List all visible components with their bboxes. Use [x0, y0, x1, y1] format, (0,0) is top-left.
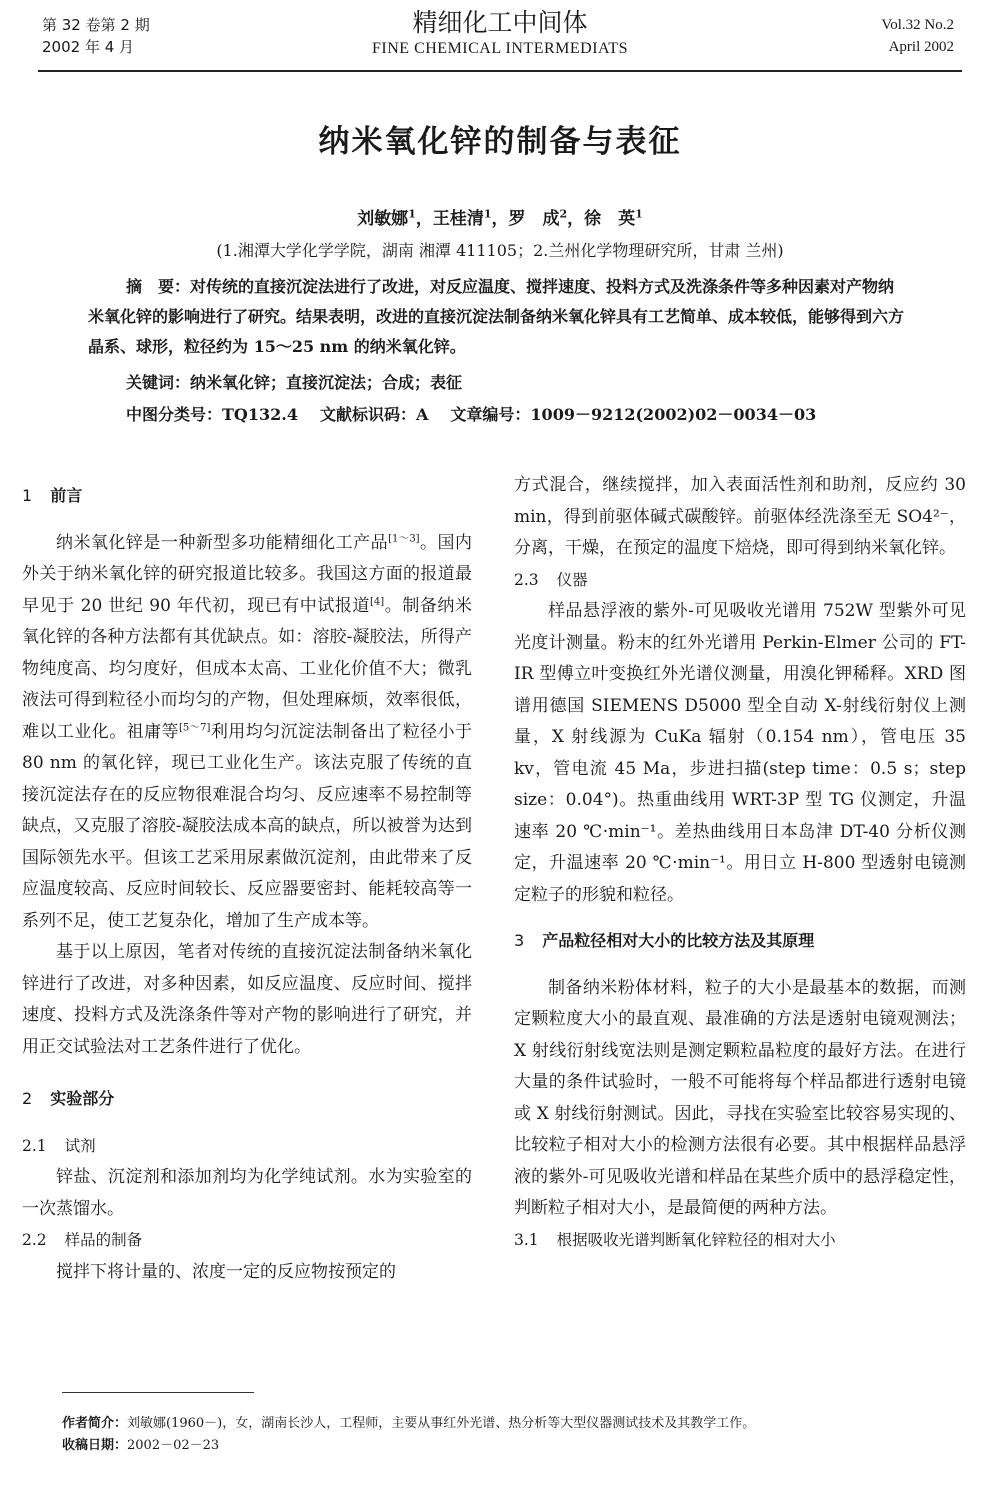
subsection-heading: 2.2 样品的制备 — [22, 1231, 143, 1249]
right-column — [514, 470, 966, 1256]
author-name: 罗 成 — [508, 209, 560, 229]
paragraph: 样品悬浮液的紫外-可见吸收光谱用 752W 型紫外可见光度计测量。粉末的红外光谱用 Perkin-Elmer 公司的 FT-IR 型傅立叶变换红外光谱仪测量，用溴化钾稀释。XRD 图谱用德国 SIEMENS D5000 型全自动 X-射线衍射仪上测量，X 射线源为 CuKa 辐射（0.154 nm），管电压 35 kv，管电流 45 Ma，步进扫描(step time：0.5 s；step size：0.04°)。热重曲线用 WRT-3P 型 TG 仪测定，升温速率 20 ℃·min⁻¹。差热曲线用日本岛津 DT-40 分析仪测定，升温速率 20 ℃·min⁻¹。用日立 H-800 型透射电镜测定粒子的形貌和粒径。 — [514, 601, 966, 905]
paragraph: 纳米氧化锌是一种新型多功能精细化工产品[1～3]。国内外关于纳米氧化锌的研究报道比较多。我国这方面的报道最早见于 20 世纪 90 年代初，现已有中试报道[4]。制备纳米氧化锌的各种方法都有其优缺点。如：溶胶-凝胶法，所得产物纯度高、均匀度好，但成本太高、工业化价值不大；微乳液法可得到粒径小而均匀的产物，但处理麻烦，效率很低，难以工业化。祖庸等[5～7]利用均匀沉淀法制备出了粒径小于 80 nm 的氧化锌，现已工业化生产。该法克服了传统的直接沉淀法存在的反应物很难混合均匀、反应速率不易控制等缺点，又克服了溶胶-凝胶法成本高的缺点，所以被誉为达到国际领先水平。但该工艺采用尿素做沉淀剂，由此带来了反应温度较高、反应时间较长、反应器要密封、能耗较高等一系列不足，使工艺复杂化，增加了生产成本等。 — [22, 532, 473, 931]
article-id-label: 文章编号： — [450, 405, 531, 424]
journal-header — [0, 8, 1000, 60]
section-heading: 2 实验部分 — [22, 1089, 115, 1108]
paragraph: 基于以上原因，笔者对传统的直接沉淀法制备纳米氧化锌进行了改进，对多种因素，如反应温度、反应时间、搅拌速度、投料方式及洗涤条件等对产物的影响进行了研究，并用正交试验法对工艺条件进行了优化。 — [22, 942, 472, 1057]
author-list: 刘敏娜$^1$，王桂清$^1$，罗 成$^2$，徐 英$^1$ — [357, 207, 643, 229]
citation: [4] — [370, 595, 385, 607]
footnote — [62, 1413, 755, 1457]
abstract — [88, 272, 910, 362]
subsection-heading: 2.3 仪器 — [514, 570, 588, 589]
article-id-value: 1009－9212(2002)02－0034－03 — [530, 405, 817, 424]
citation: [1～3] — [388, 532, 420, 544]
affiliation: (1.湘潭大学化学学院，湖南 湘潭 411105；2.兰州化学物理研究所，甘肃 兰州) — [216, 241, 784, 260]
left-column — [22, 470, 472, 1288]
journal-name-en: FINE CHEMICAL INTERMEDIATS — [372, 40, 628, 57]
classification-line — [126, 402, 816, 425]
volume-cn: 第 32 卷第 2 期 — [42, 16, 150, 34]
keywords — [126, 370, 462, 393]
footnote-divider — [62, 1392, 254, 1393]
abstract-text: 对传统的直接沉淀法进行了改进，对反应温度、搅拌速度、投料方式及洗涤条件等多种因素对产物纳米氧化锌的影响进行了研究。结果表明，改进的直接沉淀法制备纳米氧化锌具有工艺简单、成本较低，能够得到六方晶系、球形，粒径约为 15～25 nm 的纳米氧化锌。 — [88, 277, 905, 356]
paragraph: 锌盐、沉淀剂和添加剂均为化学纯试剂。水为实验室的一次蒸馏水。 — [22, 1167, 472, 1219]
author-bio: 作者简介：刘敏娜(1960－)，女，湖南长沙人，工程师，主要从事红外光谱、热分析等大型仪器测试技术及其教学工作。 — [62, 1416, 756, 1431]
keywords-label: 关键词： — [126, 373, 191, 392]
volume-en: Vol.32 No.2 — [881, 17, 954, 33]
received-date: 收稿日期：2002－02－23 — [62, 1438, 220, 1453]
paper-title: 纳米氧化锌的制备与表征 — [318, 124, 682, 160]
subsection-heading: 3.1 根据吸收光谱判断氧化锌粒径的相对大小 — [514, 1230, 836, 1249]
keywords-text: 纳米氧化锌；直接沉淀法；合成；表征 — [190, 373, 463, 392]
doc-code-label: 文献标识码： — [319, 405, 416, 424]
author-name: 刘敏娜 — [357, 209, 409, 229]
section-heading: 1 前言 — [22, 486, 83, 505]
author-name: 徐 英 — [584, 209, 636, 229]
date-en: April 2002 — [888, 39, 954, 55]
header-right — [881, 14, 954, 58]
header-divider — [38, 70, 962, 72]
subsection-heading: 2.1 试剂 — [22, 1136, 96, 1155]
citation: [5～7] — [178, 721, 211, 733]
doc-code-value: A — [415, 405, 429, 424]
clc-value: TQ132.4 — [222, 405, 298, 424]
journal-name-cn: 精细化工中间体 — [412, 8, 588, 37]
author-name: 王桂清 — [432, 209, 484, 229]
paragraph: 搅拌下将计量的、浓度一定的反应物按预定的 — [56, 1261, 396, 1282]
date-cn: 2002 年 4 月 — [42, 38, 135, 56]
section-heading: 3 产品粒径相对大小的比较方法及其原理 — [514, 931, 815, 950]
clc-label: 中图分类号： — [126, 405, 223, 424]
paragraph: 制备纳米粉体材料，粒子的大小是最基本的数据，而测定颗粒度大小的最直观、最准确的方法是透射电镜观测法；X 射线衍射线宽法则是测定颗粒晶粒度的最好方法。在进行大量的条件试验时，一般不可能将每个样品都进行透射电镜或 X 射线衍射测试。因此，寻找在实验室比较容易实现的、比较粒子相对大小的检测方法很有必要。其中根据样品悬浮液的紫外-可见吸收光谱和样品在某些介质中的悬浮稳定性，判断粒子相对大小，是最简便的两种方法。 — [514, 977, 966, 1218]
paragraph: 方式混合，继续搅拌，加入表面活性剂和助剂，反应约 30 min，得到前驱体碱式碳酸锌。前驱体经洗涤至无 SO4²⁻，分离，干燥，在预定的温度下焙烧，即可得到纳米氧化锌。 — [514, 475, 966, 558]
abstract-label: 摘 要： — [126, 277, 191, 296]
